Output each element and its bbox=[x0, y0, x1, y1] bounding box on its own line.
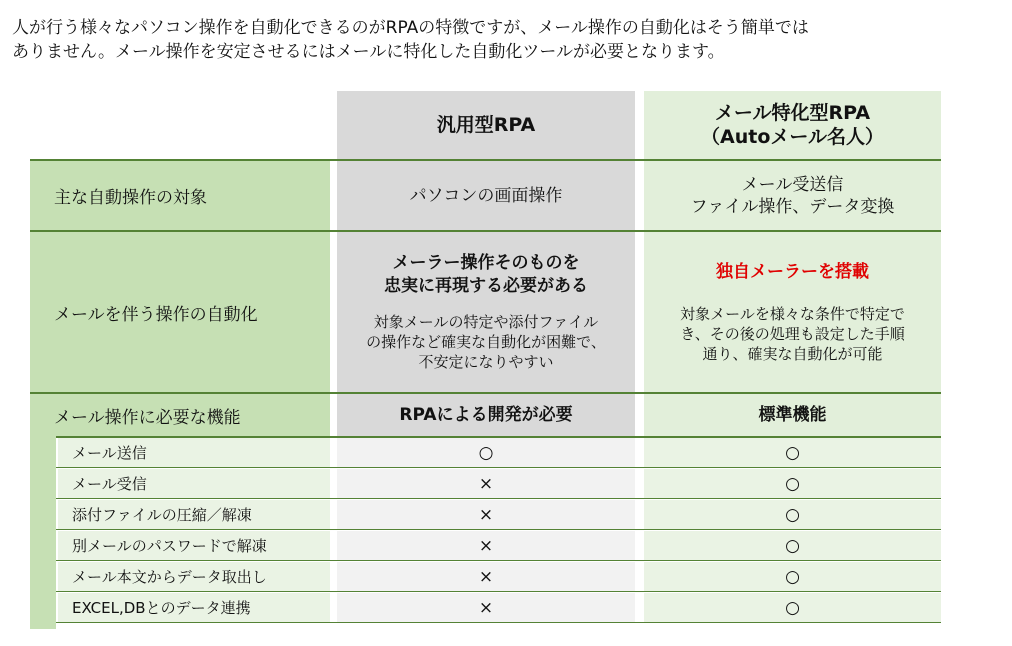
row-label-automation-text: メールを伴う操作の自動化 bbox=[54, 304, 258, 325]
cell-automation-mail bbox=[644, 232, 941, 392]
cell-features-mail-text: 標準機能 bbox=[758, 404, 827, 425]
cell-automation-general-desc-3: 不安定になりやすい bbox=[418, 353, 554, 371]
cell-automation-general-desc-1: 対象メールの特定や添付ファイル bbox=[373, 313, 599, 331]
feature-label-text: 添付ファイルの圧縮／解凍 bbox=[72, 506, 252, 524]
cell-automation-mail-desc-2: き、その後の処理も設定した手順 bbox=[680, 324, 905, 343]
feature-general-mark-text: × bbox=[478, 566, 494, 587]
header-mail-label-1: メール特化型RPA bbox=[714, 102, 871, 124]
cell-automation-general-desc-2: の操作など確実な自動化が困難で、 bbox=[366, 333, 606, 351]
feature-mail-mark bbox=[644, 469, 941, 498]
feature-label bbox=[58, 500, 330, 529]
feature-mail-mark bbox=[644, 438, 941, 467]
cell-features-general bbox=[337, 394, 635, 436]
feature-general-mark-text: × bbox=[478, 535, 494, 556]
row-label-target-text: 主な自動操作の対象 bbox=[54, 188, 207, 208]
feature-general-mark-text: ○ bbox=[478, 442, 494, 463]
rule-under-features bbox=[56, 436, 941, 438]
feature-row-divider bbox=[56, 529, 941, 530]
cell-target-mail-text-1: メール受送信 bbox=[741, 174, 844, 195]
feature-label bbox=[58, 531, 330, 560]
feature-general-mark bbox=[337, 469, 635, 498]
cell-automation-general-title-2: 忠実に再現する必要がある bbox=[384, 276, 588, 296]
feature-row-divider bbox=[56, 467, 941, 468]
feature-mail-mark-text: ○ bbox=[785, 442, 800, 463]
feature-row-divider bbox=[56, 560, 941, 561]
feature-label-text: 別メールのパスワードで解凍 bbox=[72, 537, 267, 555]
feature-mail-mark-text: ○ bbox=[785, 535, 800, 556]
feature-general-mark bbox=[337, 500, 635, 529]
cell-target-mail-text-2: ファイル操作、データ変換 bbox=[690, 196, 895, 217]
feature-general-mark-text: × bbox=[478, 597, 494, 618]
feature-mail-mark bbox=[644, 531, 941, 560]
header-general-label: 汎用型RPA bbox=[436, 114, 536, 136]
cell-automation-mail-title: 独自メーラーを搭載 bbox=[716, 261, 869, 282]
cell-features-mail bbox=[644, 394, 941, 436]
cell-target-mail bbox=[644, 161, 941, 230]
feature-group-bar bbox=[30, 436, 56, 629]
feature-label-text: EXCEL,DBとのデータ連携 bbox=[72, 599, 251, 617]
cell-automation-general-title-1: メーラー操作そのものを bbox=[392, 253, 580, 273]
row-label-features bbox=[30, 394, 330, 436]
row-label-features-text: メール操作に必要な機能 bbox=[54, 407, 241, 428]
feature-mail-mark bbox=[644, 562, 941, 591]
rule-under-header bbox=[30, 159, 941, 161]
feature-general-mark-text: × bbox=[478, 504, 494, 525]
feature-row-divider bbox=[56, 622, 941, 623]
feature-row-divider bbox=[56, 498, 941, 499]
row-label-target bbox=[30, 161, 330, 230]
cell-features-general-text: RPAによる開発が必要 bbox=[399, 404, 573, 425]
header-mail-rpa bbox=[644, 91, 941, 159]
cell-target-general-text: パソコンの画面操作 bbox=[409, 185, 563, 206]
feature-mail-mark bbox=[644, 500, 941, 529]
cell-target-general bbox=[337, 161, 635, 230]
feature-label bbox=[58, 562, 330, 591]
feature-row-divider bbox=[56, 591, 941, 592]
header-mail-label-2: （Autoメール名人） bbox=[701, 126, 884, 148]
feature-general-mark bbox=[337, 593, 635, 622]
feature-label-text: メール本文からデータ取出し bbox=[72, 568, 267, 586]
feature-mail-mark-text: ○ bbox=[785, 566, 800, 587]
intro-line-1: 人が行う様々なパソコン操作を自動化できるのがRPAの特徴ですが、メール操作の自動化はそう簡単では bbox=[12, 18, 809, 38]
feature-label-text: メール送信 bbox=[72, 444, 147, 462]
feature-general-mark bbox=[337, 531, 635, 560]
feature-mail-mark-text: ○ bbox=[785, 597, 800, 618]
feature-label bbox=[58, 438, 330, 467]
rule-under-target bbox=[30, 230, 941, 232]
feature-label bbox=[58, 469, 330, 498]
feature-label bbox=[58, 593, 330, 622]
feature-general-mark-text: × bbox=[478, 473, 494, 494]
intro-line-2: ありません。メール操作を安定させるにはメールに特化した自動化ツールが必要となります。 bbox=[12, 42, 725, 62]
cell-automation-mail-desc-1: 対象メールを様々な条件で特定で bbox=[680, 304, 905, 323]
row-label-automation bbox=[30, 232, 330, 392]
feature-label-text: メール受信 bbox=[72, 475, 147, 493]
feature-mail-mark bbox=[644, 593, 941, 622]
cell-automation-mail-desc-3: 通り、確実な自動化が可能 bbox=[702, 344, 883, 363]
rule-under-automation bbox=[30, 392, 941, 394]
feature-general-mark bbox=[337, 438, 635, 467]
header-general-rpa bbox=[337, 91, 635, 159]
feature-general-mark bbox=[337, 562, 635, 591]
feature-mail-mark-text: ○ bbox=[785, 473, 800, 494]
feature-mail-mark-text: ○ bbox=[785, 504, 800, 525]
cell-automation-general bbox=[337, 232, 635, 392]
